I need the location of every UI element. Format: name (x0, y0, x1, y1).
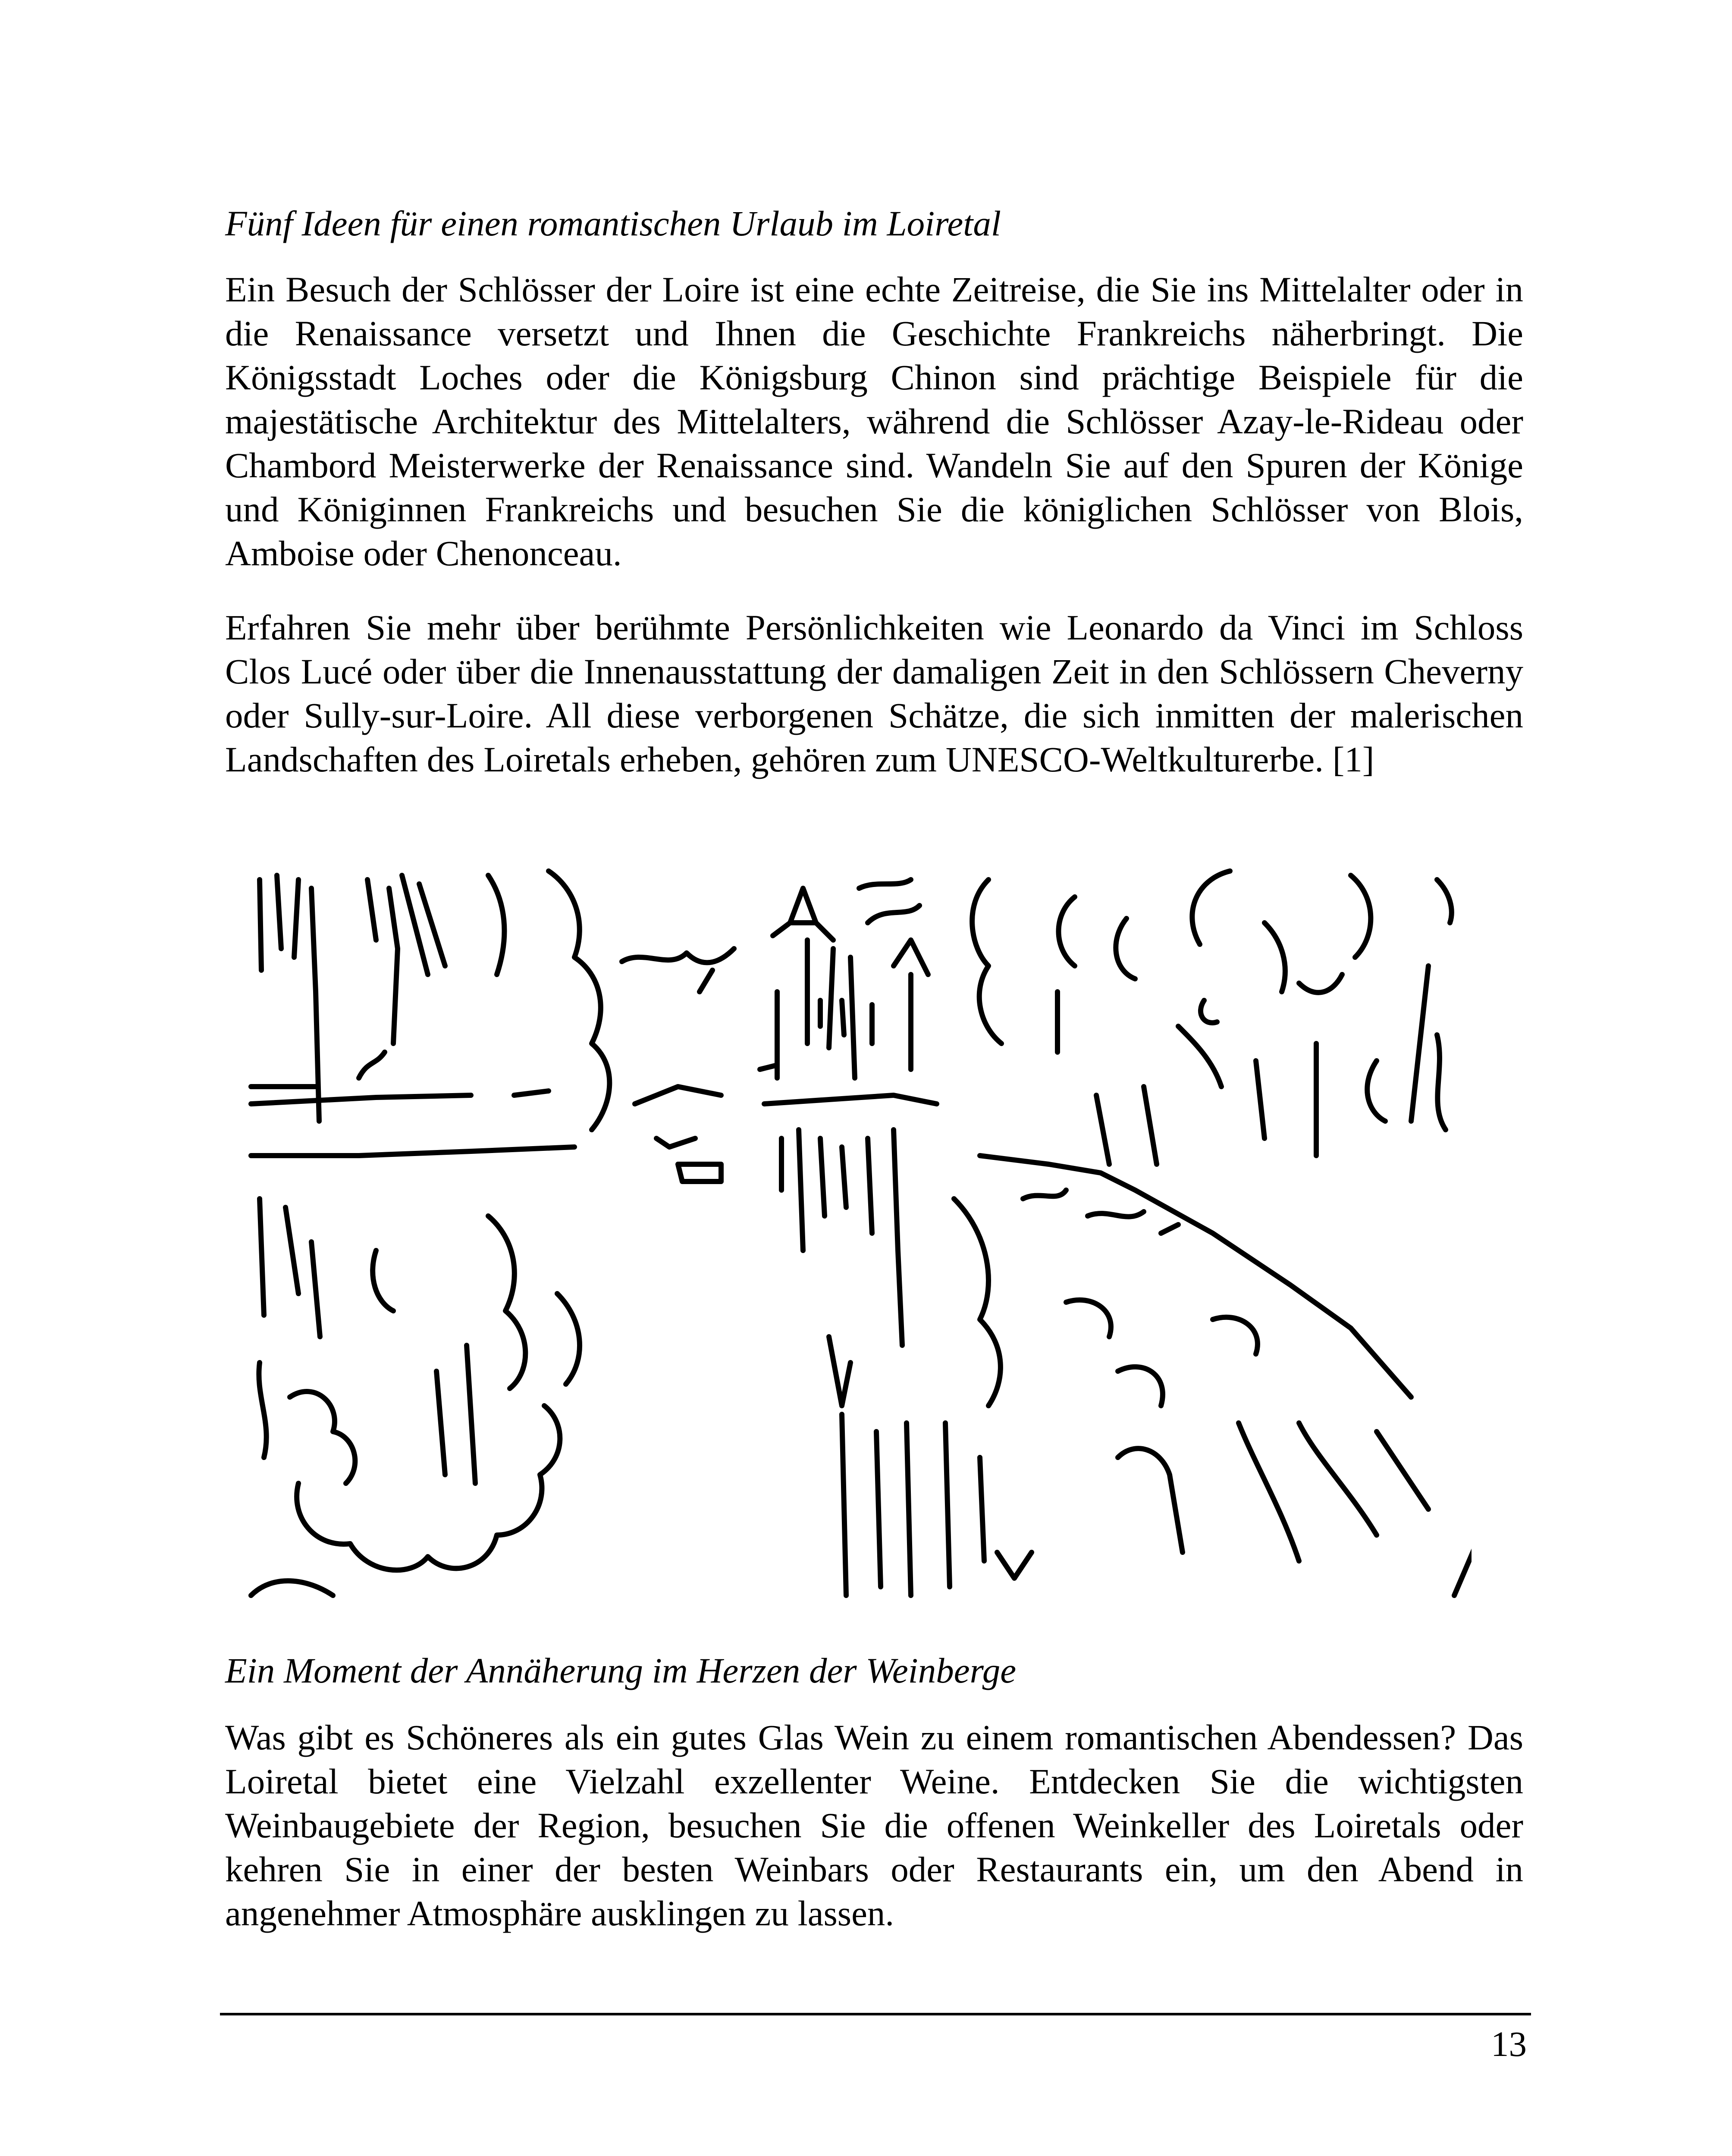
section-heading: Ein Moment der Annäherung im Herzen der Weinberge (225, 1651, 1017, 1690)
section-heading: Fünf Ideen für einen romantischen Urlaub im Loiretal (225, 204, 1001, 243)
footer-divider (220, 2013, 1531, 2015)
body-paragraph: Was gibt es Schöneres als ein gutes Glas Wein zu einem romantischen Abendessen? Das Loiretal bietet eine Vielzahl exzellenter Weine. Entdecken Sie die wichtigsten Weinbaugebiete der Region, besuchen Sie die offenen Weinkeller des Loiretals oder kehren Sie in einer der besten Weinbars oder Restaurants ein, um den Abend in angenehmer Atmosphäre ausklingen zu lassen. (225, 1717, 1523, 1933)
body-paragraph: Ein Besuch der Schlösser der Loire ist eine echte Zeitreise, die Sie ins Mittelalter oder in die Renaissance versetzt und Ihnen die Geschichte Frankreichs näherbringt. Die Königsstadt Loches oder die Königsburg Chinon sind prächtige Beispiele für die majestätische Architektur des Mittelalters, während die Schlösser Azay-le-Rideau oder Chambord Meisterwerke der Renaissance sind. Wandeln Sie auf den Spuren der Könige und Königinnen Frankreichs und besuchen Sie die königlichen Schlösser von Blois, Amboise oder Chenonceau. (225, 270, 1523, 573)
page-number: 13 (1491, 2024, 1527, 2064)
castle-river-sketch-icon (247, 862, 1472, 1613)
body-paragraph: Erfahren Sie mehr über berühmte Persönlichkeiten wie Leonardo da Vinci im Schloss Clos Lucé oder über die Innenausstattung der damaligen Zeit in den Schlössern Cheverny oder Sully-sur-Loire. All diese verborgenen Schätze, die sich inmitten der malerischen Landschaften des Loiretals erheben, gehören zum UNESCO-Weltkulturerbe. [1] (225, 608, 1523, 779)
